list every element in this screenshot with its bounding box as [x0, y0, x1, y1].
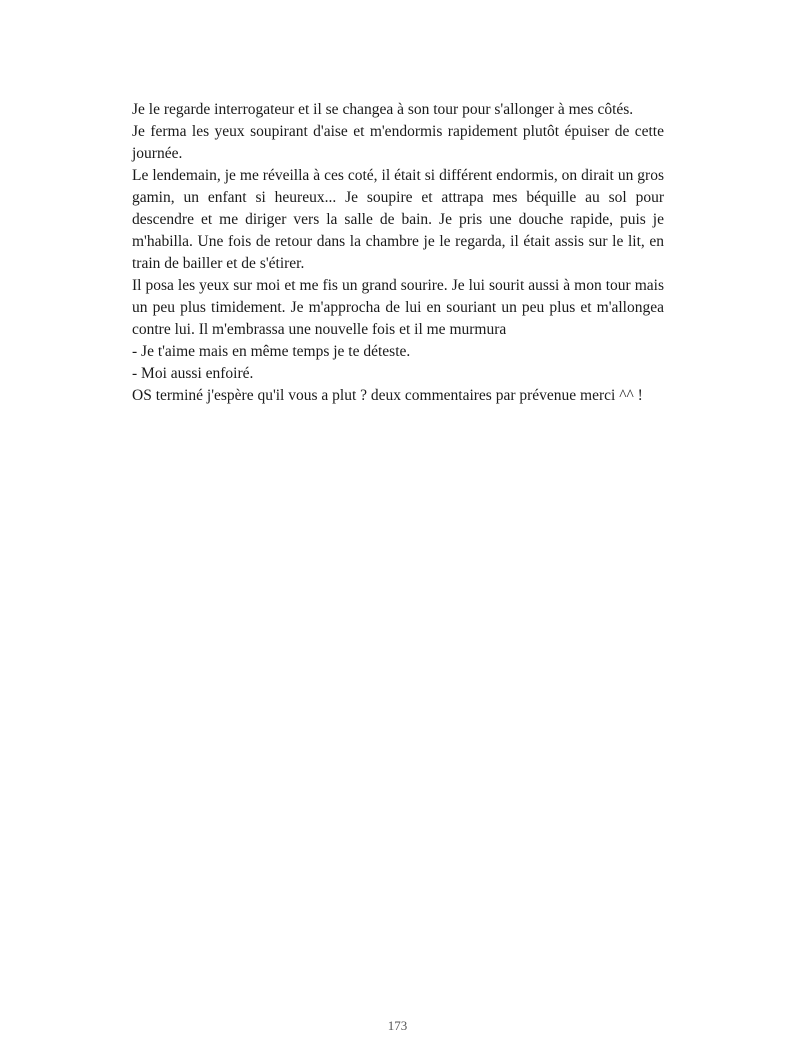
page-number: 173 [387, 1018, 408, 1033]
dialogue-line-1: - Je t'aime mais en même temps je te déteste. [132, 343, 411, 360]
dialogue-line-2: - Moi aussi enfoiré. [132, 365, 254, 382]
paragraph-2: Je ferma les yeux soupirant d'aise et m'endormis rapidement plutôt épuiser de cette journée. [132, 123, 664, 162]
paragraph-4: Il posa les yeux sur moi et me fis un grand sourire. Je lui sourit aussi à mon tour mais un peu plus timidement. Je m'approcha de lui en souriant un peu plus et m'allongea contre lui. Il m'embrassa une nouvelle fois et il me murmura [132, 277, 664, 338]
paragraph-1: Je le regarde interrogateur et il se changea à son tour pour s'allonger à mes côtés. [132, 101, 634, 118]
author-note: OS terminé j'espère qu'il vous a plut ? deux commentaires par prévenue merci ^^ ! [132, 387, 643, 404]
page-body-text [132, 99, 664, 407]
paragraph-3: Le lendemain, je me réveilla à ces coté, il était si différent endormis, on dirait un gros gamin, un enfant si heureux... Je soupire et attrapa mes béquille au sol pour descendre et me diriger vers la salle de bain. Je pris une douche rapide, puis je m'habilla. Une fois de retour dans la chambre je le regarda, il était assis sur le lit, en train de bailler et de s'étirer. [132, 167, 664, 272]
